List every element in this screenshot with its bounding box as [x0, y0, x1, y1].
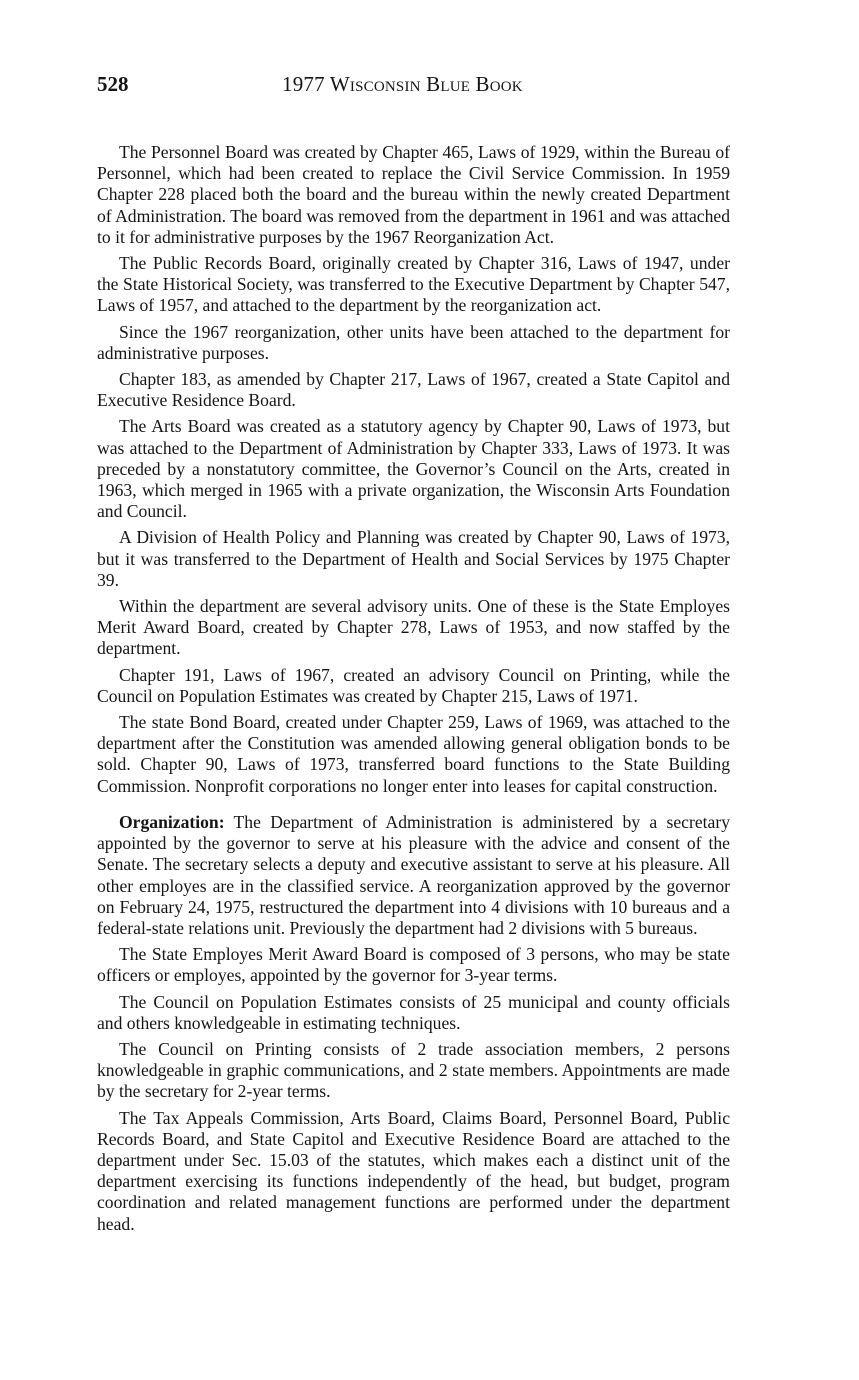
page-header	[97, 72, 737, 102]
organization-heading: Organization:	[119, 811, 225, 832]
paragraph-population-estimates: The Council on Population Estimates consists of 25 municipal and county officials and others knowledgeable in estimating techniques.	[97, 991, 730, 1033]
paragraph-capitol-residence-board: Chapter 183, as amended by Chapter 217, Laws of 1967, created a State Capitol and Executive Residence Board.	[97, 369, 730, 411]
running-head-title: 1977 Wisconsin Blue Book	[282, 72, 523, 96]
paragraph-public-records-board: The Public Records Board, originally created by Chapter 316, Laws of 1947, under the State Historical Society, was transferred to the Executive Department by Chapter 547, Laws of 1957, and attached to the department by the reorganization act.	[97, 253, 730, 316]
paragraph-attached-boards: The Tax Appeals Commission, Arts Board, Claims Board, Personnel Board, Public Records Board, and State Capitol and Executive Residence Board are attached to the department under Sec. 15.03 of the statutes, which makes each a distinct unit of the department exercising its functions independently of the head, but budget, program coordination and related management functions are performed under the department head.	[97, 1107, 730, 1234]
paragraph-organization	[97, 812, 730, 939]
page-body	[97, 142, 730, 1240]
organization-text: The Department of Administration is administered by a secretary appointed by the governor to serve at his pleasure with the advice and consent of the Senate. The secretary selects a deputy and executive assistant to serve at his pleasure. All other employes are in the classified service. A reorganization approved by the governor on February 24, 1975, restructured the department into 4 divisions with 10 bureaus and a federal-state relations unit. Previously the department had 2 divisions with 5 bureaus.	[97, 811, 730, 938]
paragraph-attached-units: Since the 1967 reorganization, other units have been attached to the department for administrative purposes.	[97, 321, 730, 363]
paragraph-councils: Chapter 191, Laws of 1967, created an advisory Council on Printing, while the Council on Population Estimates was created by Chapter 215, Laws of 1971.	[97, 664, 730, 706]
paragraph-personnel-board: The Personnel Board was created by Chapter 465, Laws of 1929, within the Bureau of Personnel, which had been created to replace the Civil Service Commission. In 1959 Chapter 228 placed both the board and the bureau within the newly created Department of Administration. The board was removed from the department in 1961 and was attached to it for administrative purposes by the 1967 Reorganization Act.	[97, 142, 730, 247]
paragraph-bond-board: The state Bond Board, created under Chapter 259, Laws of 1969, was attached to the department after the Constitution was amended allowing general obligation bonds to be sold. Chapter 90, Laws of 1973, transferred board functions to the State Building Commission. Nonprofit corporations no longer enter into leases for capital construction.	[97, 712, 730, 796]
paragraph-arts-board: The Arts Board was created as a statutory agency by Chapter 90, Laws of 1973, but was attached to the Department of Administration by Chapter 333, Laws of 1973. It was preceded by a nonstatutory committee, the Governor’s Council on the Arts, created in 1963, which merged in 1965 with a private organization, the Wisconsin Arts Foundation and Council.	[97, 416, 730, 522]
page-number: 528	[97, 72, 129, 96]
paragraph-advisory-units: Within the department are several advisory units. One of these is the State Employes Merit Award Board, created by Chapter 278, Laws of 1953, and now staffed by the department.	[97, 596, 730, 659]
paragraph-merit-award-board: The State Employes Merit Award Board is composed of 3 persons, who may be state officers or employes, appointed by the governor for 3-year terms.	[97, 944, 730, 986]
paragraph-council-on-printing: The Council on Printing consists of 2 trade association members, 2 persons knowledgeable in graphic communications, and 2 state members. Appointments are made by the secretary for 2-year terms.	[97, 1038, 730, 1102]
paragraph-health-policy-division: A Division of Health Policy and Planning was created by Chapter 90, Laws of 1973, but it was transferred to the Department of Health and Social Services by 1975 Chapter 39.	[97, 527, 730, 590]
